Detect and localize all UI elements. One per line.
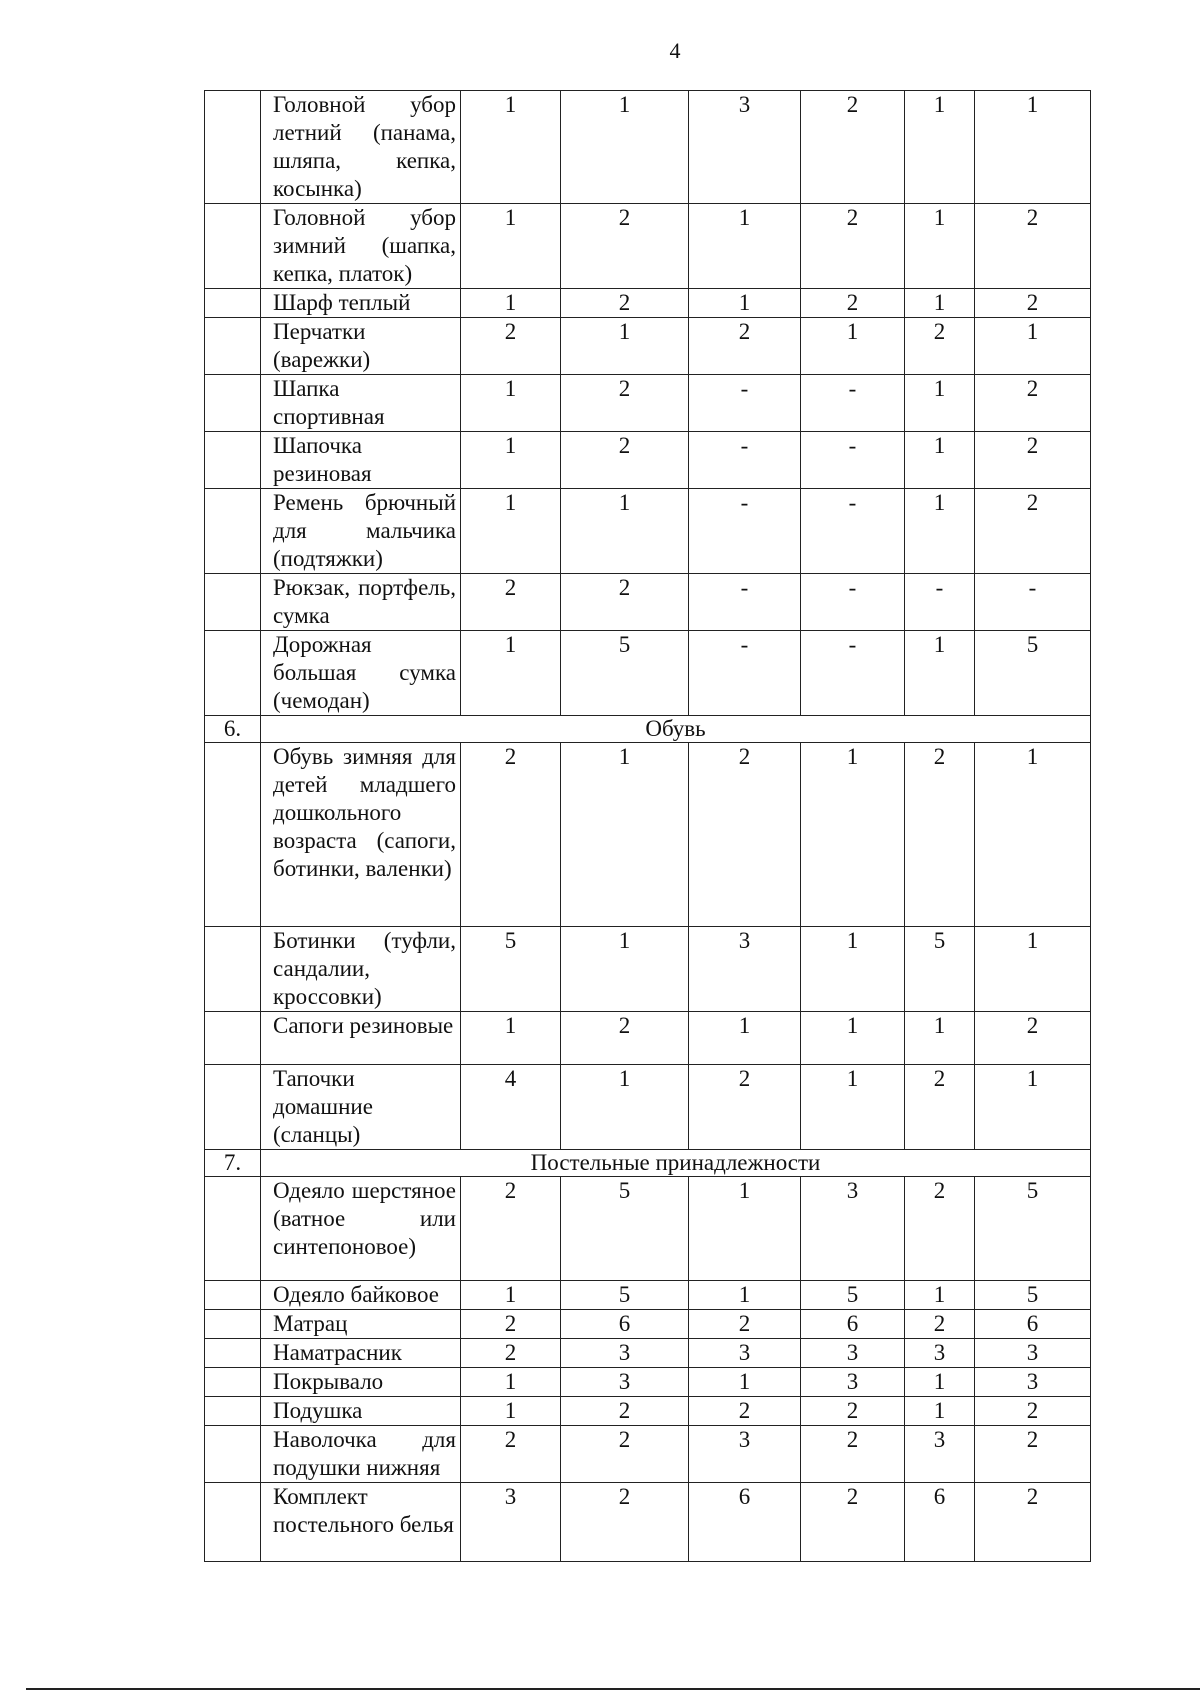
table-row <box>205 1483 1091 1562</box>
table-row <box>205 289 1091 318</box>
value-cell: 1 <box>689 289 801 318</box>
section-row <box>205 1150 1091 1177</box>
table-row <box>205 1065 1091 1150</box>
value-cell: - <box>689 375 801 432</box>
value-cell: 1 <box>905 631 975 716</box>
value-cell: 6 <box>801 1310 905 1339</box>
value-cell: 1 <box>461 375 561 432</box>
section-number: 6. <box>205 716 261 743</box>
item-name: Матрац <box>261 1310 461 1339</box>
value-cell: 1 <box>801 743 905 927</box>
table-row <box>205 631 1091 716</box>
item-name: Ремень брючный для мальчика (подтяжки) <box>261 489 461 574</box>
value-cell: - <box>801 574 905 631</box>
value-cell: 6 <box>689 1483 801 1562</box>
value-cell: 5 <box>461 927 561 1012</box>
value-cell: 5 <box>561 1177 689 1281</box>
value-cell: 1 <box>905 1012 975 1065</box>
table-row <box>205 1012 1091 1065</box>
value-cell: - <box>689 574 801 631</box>
value-cell: 3 <box>561 1368 689 1397</box>
table-row <box>205 1281 1091 1310</box>
row-number-cell <box>205 1483 261 1562</box>
value-cell: 1 <box>905 1368 975 1397</box>
value-cell: 3 <box>561 1339 689 1368</box>
value-cell: 2 <box>801 204 905 289</box>
value-cell: - <box>801 432 905 489</box>
value-cell: 1 <box>905 91 975 204</box>
item-name: Обувь зимняя для детей младшего дошкольного возраста (сапоги, ботинки, валенки) <box>261 743 461 927</box>
value-cell: 1 <box>801 927 905 1012</box>
value-cell: 1 <box>461 91 561 204</box>
item-name: Подушка <box>261 1397 461 1426</box>
value-cell: 2 <box>561 432 689 489</box>
table-row <box>205 432 1091 489</box>
value-cell: 2 <box>975 489 1091 574</box>
table-row <box>205 743 1091 927</box>
value-cell: 3 <box>689 1426 801 1483</box>
value-cell: 2 <box>975 1426 1091 1483</box>
value-cell: 2 <box>461 318 561 375</box>
item-name: Тапочки домашние (сланцы) <box>261 1065 461 1150</box>
row-number-cell <box>205 489 261 574</box>
value-cell: 2 <box>689 1397 801 1426</box>
value-cell: 3 <box>975 1339 1091 1368</box>
row-number-cell <box>205 318 261 375</box>
row-number-cell <box>205 91 261 204</box>
value-cell: 1 <box>905 489 975 574</box>
section-title: Обувь <box>261 716 1091 743</box>
table-row <box>205 1310 1091 1339</box>
table-row <box>205 1177 1091 1281</box>
item-name: Сапоги резиновые <box>261 1012 461 1065</box>
table-row <box>205 574 1091 631</box>
value-cell: 1 <box>689 204 801 289</box>
value-cell: 1 <box>561 743 689 927</box>
item-name: Наматрасник <box>261 1339 461 1368</box>
table-row <box>205 375 1091 432</box>
value-cell: - <box>975 574 1091 631</box>
value-cell: - <box>801 375 905 432</box>
value-cell: 1 <box>905 432 975 489</box>
value-cell: 1 <box>561 1065 689 1150</box>
section-row <box>205 716 1091 743</box>
value-cell: 3 <box>689 1339 801 1368</box>
value-cell: 1 <box>461 204 561 289</box>
value-cell: 2 <box>461 574 561 631</box>
value-cell: - <box>801 489 905 574</box>
value-cell: 1 <box>975 743 1091 927</box>
value-cell: 1 <box>905 1397 975 1426</box>
value-cell: 2 <box>561 375 689 432</box>
value-cell: 3 <box>905 1426 975 1483</box>
value-cell: 3 <box>905 1339 975 1368</box>
value-cell: 1 <box>461 1012 561 1065</box>
value-cell: 6 <box>905 1483 975 1562</box>
value-cell: 3 <box>801 1339 905 1368</box>
value-cell: 1 <box>461 1397 561 1426</box>
value-cell: 1 <box>561 927 689 1012</box>
section-number: 7. <box>205 1150 261 1177</box>
value-cell: 2 <box>905 1310 975 1339</box>
value-cell: 2 <box>975 289 1091 318</box>
value-cell: 1 <box>801 318 905 375</box>
value-cell: 2 <box>905 1177 975 1281</box>
value-cell: 1 <box>905 289 975 318</box>
value-cell: 1 <box>689 1177 801 1281</box>
value-cell: 2 <box>561 204 689 289</box>
row-number-cell <box>205 1012 261 1065</box>
row-number-cell <box>205 375 261 432</box>
item-name: Ботинки (туфли, сандалии, кроссовки) <box>261 927 461 1012</box>
row-number-cell <box>205 1281 261 1310</box>
value-cell: 1 <box>461 1281 561 1310</box>
value-cell: 2 <box>461 1177 561 1281</box>
row-number-cell <box>205 1368 261 1397</box>
value-cell: 2 <box>561 1426 689 1483</box>
item-name: Шапка спортивная <box>261 375 461 432</box>
row-number-cell <box>205 927 261 1012</box>
row-number-cell <box>205 289 261 318</box>
value-cell: 1 <box>801 1012 905 1065</box>
table-row <box>205 927 1091 1012</box>
value-cell: 2 <box>561 1397 689 1426</box>
row-number-cell <box>205 1426 261 1483</box>
value-cell: 3 <box>689 91 801 204</box>
item-name: Комплект постельного белья <box>261 1483 461 1562</box>
value-cell: 1 <box>689 1012 801 1065</box>
table-row <box>205 1368 1091 1397</box>
value-cell: - <box>905 574 975 631</box>
value-cell: 2 <box>689 743 801 927</box>
value-cell: 1 <box>461 631 561 716</box>
value-cell: 2 <box>975 204 1091 289</box>
value-cell: 5 <box>801 1281 905 1310</box>
table-body <box>205 91 1091 1562</box>
table-row <box>205 91 1091 204</box>
value-cell: 1 <box>975 927 1091 1012</box>
value-cell: 3 <box>461 1483 561 1562</box>
value-cell: - <box>689 631 801 716</box>
value-cell: 2 <box>801 1483 905 1562</box>
bottom-rule <box>26 1688 1200 1690</box>
row-number-cell <box>205 631 261 716</box>
value-cell: 5 <box>561 631 689 716</box>
value-cell: 2 <box>461 1426 561 1483</box>
value-cell: 1 <box>905 375 975 432</box>
value-cell: 2 <box>975 432 1091 489</box>
table-row <box>205 489 1091 574</box>
row-number-cell <box>205 204 261 289</box>
value-cell: 2 <box>689 1065 801 1150</box>
row-number-cell <box>205 1397 261 1426</box>
value-cell: 2 <box>975 1483 1091 1562</box>
value-cell: 1 <box>561 91 689 204</box>
value-cell: 1 <box>905 1281 975 1310</box>
table-row <box>205 1426 1091 1483</box>
value-cell: 5 <box>975 1177 1091 1281</box>
row-number-cell <box>205 1310 261 1339</box>
row-number-cell <box>205 743 261 927</box>
value-cell: 2 <box>561 574 689 631</box>
items-table <box>204 90 1091 1562</box>
value-cell: 1 <box>975 318 1091 375</box>
row-number-cell <box>205 432 261 489</box>
value-cell: 1 <box>561 318 689 375</box>
item-name: Головной убор зимний (шапка, кепка, платок) <box>261 204 461 289</box>
value-cell: 1 <box>461 432 561 489</box>
value-cell: 4 <box>461 1065 561 1150</box>
value-cell: 2 <box>461 743 561 927</box>
item-name: Одеяло шерстяное (ватное или синтепоновое) <box>261 1177 461 1281</box>
value-cell: 2 <box>461 1339 561 1368</box>
value-cell: 2 <box>905 743 975 927</box>
item-name: Покрывало <box>261 1368 461 1397</box>
value-cell: 2 <box>561 1012 689 1065</box>
table-row <box>205 1339 1091 1368</box>
item-name: Головной убор летний (панама, шляпа, кепка, косынка) <box>261 91 461 204</box>
table-row <box>205 204 1091 289</box>
value-cell: 2 <box>461 1310 561 1339</box>
value-cell: 6 <box>561 1310 689 1339</box>
value-cell: 1 <box>975 1065 1091 1150</box>
item-name: Шапочка резиновая <box>261 432 461 489</box>
value-cell: 1 <box>461 489 561 574</box>
value-cell: 1 <box>461 1368 561 1397</box>
value-cell: 3 <box>801 1368 905 1397</box>
value-cell: 5 <box>905 927 975 1012</box>
item-name: Рюкзак, портфель, сумка <box>261 574 461 631</box>
value-cell: 1 <box>561 489 689 574</box>
value-cell: 3 <box>689 927 801 1012</box>
value-cell: 2 <box>801 91 905 204</box>
value-cell: - <box>801 631 905 716</box>
item-name: Одеяло байковое <box>261 1281 461 1310</box>
value-cell: 1 <box>975 91 1091 204</box>
value-cell: 5 <box>975 631 1091 716</box>
item-name: Дорожная большая сумка (чемодан) <box>261 631 461 716</box>
value-cell: 2 <box>975 1397 1091 1426</box>
row-number-cell <box>205 574 261 631</box>
value-cell: 2 <box>689 1310 801 1339</box>
row-number-cell <box>205 1339 261 1368</box>
item-name: Шарф теплый <box>261 289 461 318</box>
value-cell: 2 <box>905 1065 975 1150</box>
value-cell: 1 <box>801 1065 905 1150</box>
value-cell: 1 <box>689 1281 801 1310</box>
value-cell: 2 <box>801 289 905 318</box>
value-cell: 3 <box>801 1177 905 1281</box>
value-cell: 2 <box>905 318 975 375</box>
item-name: Перчатки (варежки) <box>261 318 461 375</box>
item-name: Наволочка для подушки нижняя <box>261 1426 461 1483</box>
value-cell: 2 <box>975 375 1091 432</box>
value-cell: - <box>689 489 801 574</box>
value-cell: 1 <box>689 1368 801 1397</box>
value-cell: 1 <box>905 204 975 289</box>
row-number-cell <box>205 1177 261 1281</box>
value-cell: - <box>689 432 801 489</box>
table-row <box>205 318 1091 375</box>
value-cell: 2 <box>801 1426 905 1483</box>
value-cell: 1 <box>461 289 561 318</box>
value-cell: 2 <box>561 1483 689 1562</box>
value-cell: 2 <box>975 1012 1091 1065</box>
table-row <box>205 1397 1091 1426</box>
section-title: Постельные принадлежности <box>261 1150 1091 1177</box>
row-number-cell <box>205 1065 261 1150</box>
value-cell: 2 <box>801 1397 905 1426</box>
value-cell: 6 <box>975 1310 1091 1339</box>
value-cell: 5 <box>975 1281 1091 1310</box>
value-cell: 3 <box>975 1368 1091 1397</box>
value-cell: 2 <box>689 318 801 375</box>
page-number: 4 <box>669 38 681 63</box>
value-cell: 5 <box>561 1281 689 1310</box>
value-cell: 2 <box>561 289 689 318</box>
